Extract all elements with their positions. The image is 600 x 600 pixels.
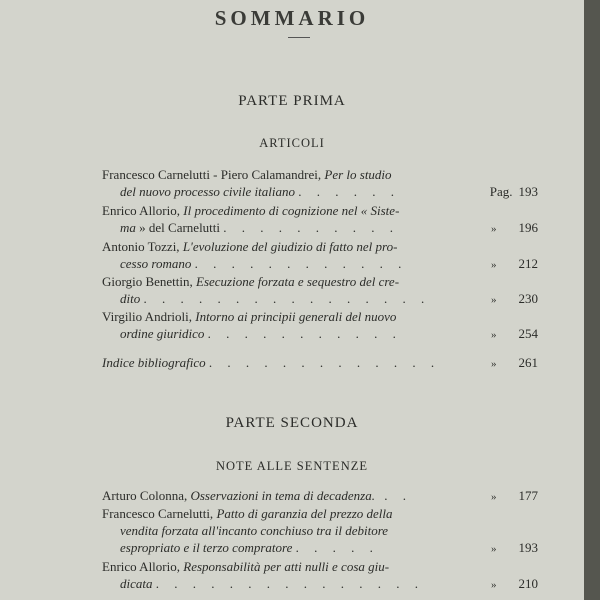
toc-entry	[102, 505, 538, 556]
toc-author: Francesco Carnelutti - Piero Calamandrei,	[102, 167, 325, 182]
toc-entry-line	[102, 183, 538, 200]
toc-entry-line	[102, 539, 538, 556]
toc-entry	[102, 273, 538, 307]
ditto-mark: »	[491, 579, 497, 591]
toc-author: Francesco Carnelutti,	[102, 506, 217, 521]
toc-title: espropriato e il terzo compratore	[120, 540, 293, 555]
toc-author: Virgilio Andrioli,	[102, 309, 196, 324]
toc-entry-line	[102, 325, 538, 342]
toc-title: Responsabilità per atti nulli e cosa giu-	[183, 559, 390, 574]
page-number: 193	[518, 540, 538, 555]
leader-dots: . .	[374, 488, 412, 503]
page-number: 193	[518, 184, 538, 199]
toc-entry-line	[102, 219, 538, 236]
toc-title: vendita forzata all'incanto conchiuso tra il debitore	[120, 523, 389, 538]
toc-title-plain: » del Carnelutti	[135, 220, 221, 235]
toc-title: ma	[120, 220, 136, 235]
page-number: 196	[518, 220, 538, 235]
leader-dots: . . . . . . . . . .	[223, 220, 400, 235]
toc-author: Antonio Tozzi,	[102, 239, 183, 254]
toc-entry-line	[102, 202, 538, 219]
toc-author: Giorgio Benettin,	[102, 274, 197, 289]
toc-entry-line	[102, 273, 538, 290]
toc-author: Enrico Allorio,	[102, 559, 184, 574]
toc-entry-line	[102, 308, 538, 325]
toc-title: dicata	[120, 576, 153, 591]
toc-title-cont: « Siste-	[357, 203, 400, 218]
page-number: 212	[518, 256, 538, 271]
toc-entry-line	[102, 558, 538, 575]
leader-dots: . . . . .	[295, 540, 379, 555]
toc-entry	[102, 202, 538, 236]
toc-title: dito	[120, 291, 141, 306]
ditto-mark: »	[491, 294, 497, 306]
toc-title: Per lo studio	[324, 167, 392, 182]
ditto-mark: »	[491, 358, 497, 370]
toc-title: Osservazioni in tema di decadenza.	[190, 488, 375, 503]
ditto-mark: »	[491, 543, 497, 555]
toc-entry-index	[102, 354, 538, 371]
toc-entry-line	[102, 290, 538, 307]
toc-entry-line	[102, 487, 538, 504]
toc-entry-line	[102, 522, 538, 539]
toc-title: L'evoluzione del giudizio di fatto nel pro-	[182, 239, 398, 254]
toc-entry-line	[102, 505, 538, 522]
leader-dots: . . . . . . . . . . . . . . . .	[143, 291, 431, 306]
part1-section-heading: ARTICOLI	[259, 136, 325, 150]
ditto-mark: »	[491, 223, 497, 235]
page-number: 210	[518, 576, 538, 591]
part1-heading: PARTE PRIMA	[238, 93, 346, 109]
leader-dots: . . . . . . . . . . . . .	[208, 355, 441, 370]
leader-dots: . . . . . .	[298, 184, 400, 199]
toc-title: Intorno ai principii generali del nuovo	[195, 309, 397, 324]
toc-entry	[102, 558, 538, 592]
ditto-mark: »	[491, 259, 497, 271]
part2-section-heading: NOTE ALLE SENTENZE	[215, 459, 368, 473]
toc-entry	[102, 166, 538, 200]
toc-author: Arturo Colonna,	[102, 488, 191, 503]
leader-dots: . . . . . . . . . . .	[207, 326, 402, 341]
page-number: 177	[518, 488, 538, 503]
toc-title: cesso romano	[120, 256, 192, 271]
page-label: Pag.	[489, 184, 513, 199]
toc-author: Enrico Allorio,	[102, 203, 184, 218]
part2-heading: PARTE SECONDA	[225, 415, 359, 431]
toc-title: Esecuzione forzata e sequestro del cre-	[196, 274, 400, 289]
toc-entry-line	[102, 255, 538, 272]
page-title: SOMMARIO	[214, 6, 370, 30]
toc-entry	[102, 238, 538, 272]
toc-entry-line	[102, 166, 538, 183]
toc-entry	[102, 308, 538, 342]
leader-dots: . . . . . . . . . . . .	[194, 256, 408, 271]
page-number: 230	[518, 291, 538, 306]
toc-entry-line	[102, 575, 538, 592]
page-number: 261	[518, 355, 538, 370]
toc-entry	[102, 487, 538, 504]
toc-title: Indice bibliografico	[102, 355, 206, 370]
ditto-mark: »	[491, 491, 497, 503]
toc-entry-line	[102, 238, 538, 255]
toc-title: ordine giuridico	[120, 326, 205, 341]
page-number: 254	[518, 326, 538, 341]
toc-title: Patto di garanzia del prezzo della	[216, 506, 393, 521]
toc-entry-line	[102, 354, 538, 371]
toc-title: Il procedimento di cognizione nel	[183, 203, 358, 218]
page-edge-shadow	[584, 0, 600, 600]
ditto-mark: »	[491, 329, 497, 341]
leader-dots: . . . . . . . . . . . . . . .	[155, 576, 424, 591]
toc-title: del nuovo processo civile italiano	[120, 184, 295, 199]
title-divider	[288, 37, 310, 38]
